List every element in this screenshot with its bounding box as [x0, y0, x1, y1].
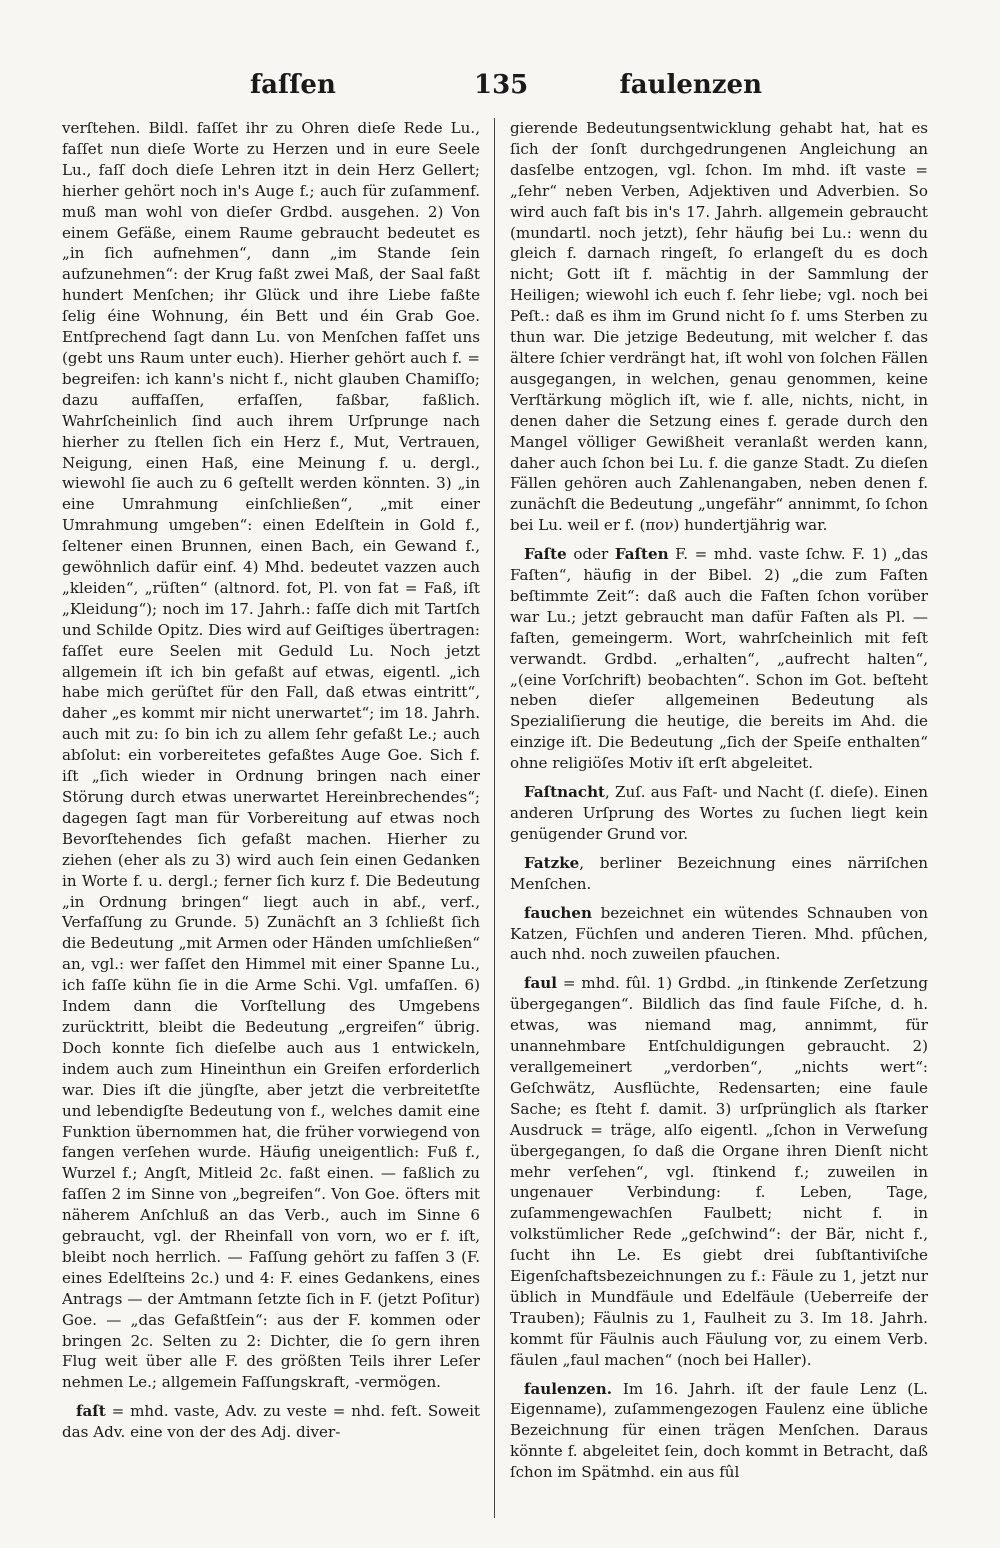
entry-faulenzen	[510, 1379, 928, 1484]
headword-faul: faul	[524, 974, 557, 993]
page-number: 135	[474, 70, 529, 100]
entry-fauchen	[510, 903, 928, 966]
left-column	[62, 118, 480, 1518]
entry-faul	[510, 973, 928, 1370]
text-columns	[62, 118, 938, 1518]
entry-text: Im 16. Jahrh. iſt der faule Lenz (L. Eigenname), zuſammengezogen Faulenz eine übliche Bezeichnung für einen trägen Menſchen. Daraus könnte f. abgeleitet ſein, doch kommt in Betracht, daß ſchon im Spätmhd. ein aus fûl	[510, 1379, 928, 1482]
headword-fatzke: Fatzke	[524, 853, 580, 872]
entry-text: , Zuſ. aus Faſt- und Nacht (ſ. dieſe). Einen anderen Urſprung des Wortes zu ſuchen liegt kein genügender Grund vor.	[510, 783, 928, 843]
entry-text: F. = mhd. vaste ſchw. F. 1) „das Faſten“, häufig in der Bibel. 2) „die zum Faſten beſtimmte Zeit“: daß auch die Faſten ſchon vorüber war Lu.; jetzt gebraucht man dafür Faſten als Pl. — faſten, gemeingerm. Wort, wahrſcheinlich mit feſt verwandt. Grdbd. „erhalten“, „aufrecht halten“, „(eine Vorſchrift) beobachten“. Schon im Got. beſteht neben dieſer allgemeinen Bedeutung als Spezialiſierung die heutige, die bereits im Ahd. die einzige iſt. Die Bedeutung „ſich der Speiſe enthalten“ ohne religiöſes Motiv iſt erſt abgeleitet.	[510, 545, 928, 773]
entry-continuation-fast: gierende Bedeutungsentwicklung gehabt hat, hat es ſich der ſonſt durchgedrungenen Angleichung an dasſelbe entzogen, vgl. ſchon. Im mhd. iſt vaste = „ſehr“ neben Verben, Adjektiven und Adverbien. So wird auch faſt bis in's 17. Jahrh. allgemein gebraucht (mundartl. noch jetzt), ſehr häufig bei Lu.: wenn du gleich f. darnach ringeſt, ſo erlangeſt du es doch nicht; Gott iſt f. mächtig in der Sammlung der Heiligen; wiewohl ich euch f. ſehr liebe; vgl. noch bei Peſt.: daß es ihm im Grund nicht ſo f. ums Sterben zu thun war. Die jetzige Bedeutung, mit welcher f. das ältere ſchier verdrängt hat, iſt wohl von ſolchen Fällen ausgegangen, in welchen, genau genommen, keine Verſtärkung möglich iſt, wie f. alle, nichts, nicht, in denen daher die Setzung eines f. gerade durch den Mangel völliger Gewißheit veranlaßt werden kann, daher auch ſchon bei Lu. f. die ganze Stadt. Zu dieſen Fällen gehören auch Zahlenangaben, neben denen f. zunächſt die Bedeutung „ungefähr“ annimmt, ſo ſchon bei Lu. weil er f. (πον) hundertjährig war.	[510, 119, 928, 535]
headword-fauchen: fauchen	[524, 903, 592, 922]
page-header	[62, 70, 938, 110]
entry-text: bezeichnet ein wütendes Schnauben von Katzen, Füchſen und anderen Tieren. Mhd. pfûchen, auch nhd. noch zuweilen pfauchen.	[510, 903, 928, 964]
headword-faste: Faſte	[524, 545, 567, 564]
header-right-keyword: faulenzen	[619, 70, 762, 100]
headword-fast: faſt	[76, 1402, 106, 1421]
header-left-keyword: faſſen	[250, 70, 336, 100]
entry-fast	[62, 1401, 480, 1443]
headword-fasten: Faſten	[614, 545, 669, 564]
entry-text: , berliner Bezeichnung eines närriſchen Menſchen.	[510, 853, 928, 893]
entry-faste	[510, 544, 928, 774]
dictionary-page	[62, 70, 938, 1530]
entry-fatzke	[510, 853, 928, 895]
entry-text: = mhd. fûl. 1) Grdbd. „in ſtinkende Zerſetzung übergegangen“. Bildlich das ſind faule Fiſche, d. h. etwas, was niemand mag, annimmt, für unannehmbare Entſchuldigungen gebraucht. 2) verallgemeinert „verdorben“, „nichts wert“: Geſchwätz, Ausflüchte, Redensarten; eine faule Sache; es ſteht f. damit. 3) urſprünglich als ſtarker Ausdruck = träge, alſo eigentl. „ſchon in Verweſung übergegangen, ſo daß die Organe ihren Dienſt nicht mehr verſehen“, vgl. ſtinkend f.; zuweilen in ungenauer Verbindung: f. Leben, Tage, zuſammengewachſen Faulbett; nicht f. in volkstümlicher Rede „geſchwind“: der Bär, nicht f., ſucht ihn Le. Es giebt drei ſubſtantiviſche Eigenſchaftsbezeichnungen zu f.: Fäule zu 1, jetzt nur üblich in Mundfäule und Edelfäule (Ueberreife der Trauben); Fäulnis zu 1, Faulheit zu 3. Im 18. Jahrh. kommt für Fäulnis auch Fäulung vor, zu einem Verb. fäulen „faul machen“ (noch bei Haller).	[510, 974, 928, 1369]
entry-fastnacht	[510, 782, 928, 845]
headword-faulenzen: faulenzen.	[524, 1379, 612, 1398]
headword-fastnacht: Faſtnacht	[524, 783, 606, 802]
column-divider	[494, 118, 495, 1518]
entry-continuation-fassen: verſtehen. Bildl. faſſet ihr zu Ohren dieſe Rede Lu., faſſet nun dieſe Worte zu Herzen und in eure Seele Lu., faſſ doch dieſe Lehren itzt in dein Herz Gellert; hierher gehört noch in's Auge f.; auch für zuſammenf. muß man wohl von dieſer Grdbd. ausgehen. 2) Von einem Gefäße, einem Raume gebraucht bedeutet es „in ſich aufnehmen“, dann „im Stande ſein aufzunehmen“: der Krug faßt zwei Maß, der Saal faßt hundert Menſchen; ihr Glück und ihre Liebe faßte ſelig éine Wohnung, éin Bett und éin Grab Goe. Entſprechend ſagt dann Lu. von Menſchen faſſet uns (gebt uns Raum unter euch). Hierher gehört auch f. = begreifen: ich kann's nicht f., nicht glauben Chamiſſo; dazu auffaſſen, erfaſſen, faßbar, faßlich. Wahrſcheinlich ſind auch ihrem Urſprunge nach hierher zu ſtellen ſich ein Herz f., Mut, Vertrauen, Neigung, einen Haß, eine Meinung f. u. dergl., wiewohl ſie auch zu 6 geſtellt werden könnten. 3) „in eine Umrahmung einſchließen“, „mit einer Umrahmung umgeben“: einen Edelſtein in Gold f., ſeltener einen Brunnen, einen Bach, ein Gewand f., gewöhnlich dafür einf. 4) Mhd. bedeutet vazzen auch „kleiden“, „rüſten“ (altnord. fot, Pl. von fat = Faß, iſt „Kleidung“); noch im 17. Jahrh.: faſſe dich mit Tartſch und Schilde Opitz. Dies wird auf Geiſtiges übertragen: faſſet eure Seelen mit Geduld Lu. Noch jetzt allgemein iſt ich bin gefaßt auf etwas, eigentl. „ich habe mich gerüſtet für den Fall, daß etwas eintritt“, daher „es kommt mir nicht unerwartet“; im 18. Jahrh. auch mit zu: ſo bin ich zu allem ſehr gefaßt Le.; auch abſolut: ein vorbereitetes gefaßtes Auge Goe. Sich f. iſt „ſich wieder in Ordnung bringen nach einer Störung durch etwas unerwartet Hereinbrechendes“; dagegen ſagt man für Vorbereitung auf etwas noch Bevorſtehendes ſich gefaßt machen. Hierher zu ziehen (eher als zu 3) wird auch ſein einen Gedanken in Worte f. u. dergl.; ferner ſich kurz f. Die Bedeutung „in Ordnung bringen“ liegt auch in abf., verf., Verfaſſung zu Grunde. 5) Zunächſt an 3 ſchließt ſich die Bedeutung „mit Armen oder Händen umſchließen“ an, vgl.: wer faſſet den Himmel mit einer Spanne Lu., ich faſſe kühn ſie in die Arme Schi. Vgl. umfaſſen. 6) Indem dann die Vorſtellung des Umgebens zurücktritt, bleibt die Bedeutung „ergreifen“ übrig. Doch konnte ſich dieſelbe auch aus 1 entwickeln, indem auch zum Hineinthun ein Greifen erforderlich war. Dies iſt die jüngſte, aber jetzt die verbreitetſte und lebendigſte Bedeutung von f., welches damit eine Funktion übernommen hat, die früher vorwiegend von fangen verſehen wurde. Häufig uneigentlich: Fuß f., Wurzel f.; Angſt, Mitleid 2c. faßt einen. — faßlich zu faſſen 2 im Sinne von „begreifen“. Von Goe. öfters mit näherem Anſchluß an das Verb., auch im Sinne 6 gebraucht, vgl. der Rheinfall von vorn, wo er f. iſt, bleibt noch herrlich. — Faſſung gehört zu faſſen 3 (F. eines Edelſteins 2c.) und 4: F. eines Gedankens, eines Antrags — der Amtmann ſetzte ſich in F. (jetzt Poſitur) Goe. — „das Gefaßtſein“: aus der F. kommen oder bringen 2c. Selten zu 2: Dichter, die ſo gern ihren Flug weit über alle F. des größten Teils ihrer Leſer nehmen Le.; allgemein Faſſungskraft, -vermögen.	[62, 119, 480, 1392]
right-column	[510, 118, 928, 1518]
entry-text: = mhd. vaste, Adv. zu veste = nhd. feſt. Soweit das Adv. eine von der des Adj. diver-	[62, 1402, 480, 1442]
entry-text: oder	[566, 545, 615, 564]
